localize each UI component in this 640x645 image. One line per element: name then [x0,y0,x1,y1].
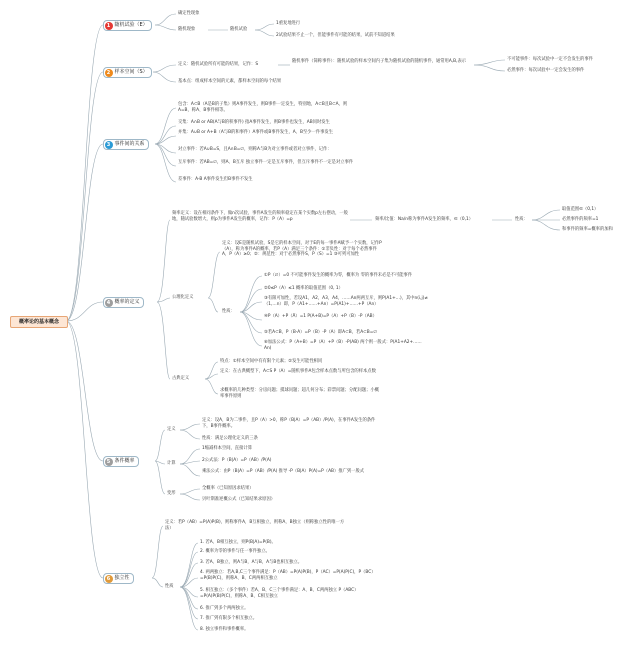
topic-event-relations[interactable] [103,139,149,150]
node-calc-formula[interactable]: 2公式法：P（B|A）=P（AB）/P(A) [202,458,272,463]
node-prop-6[interactable]: ⑥加法公式：P（A+B）=P（A）+P（B）-P(AB) 两个则一般式：P(A1+A2+……An) [264,340,422,351]
root-node[interactable]: 概率论的基本概念 [10,316,68,328]
node-classical-feature[interactable]: 特点：①样本空间中有有限个元素；②发生可能性相同 [220,359,323,364]
node-cond-calculation[interactable]: 计算 [167,461,176,466]
node-axiomatic-properties[interactable]: 性质： [222,309,235,314]
topic-random-trial[interactable] [103,20,152,31]
node-union[interactable]: 并集：A∪B or A+B（A与B的和事件）A事件或B事件发生，A、B至少一件事发生 [178,130,334,135]
topic-label: 概率的定义 [114,299,140,305]
node-mutually-exclusive[interactable]: 互斥事件：若AB=∅，则A、B互斥 独立事件一定是互斥事件，但互斥事件不一定是对立事件 [178,160,354,165]
node-independence-definition[interactable]: 定义：若P（AB）=P(A)P(B)，则称事件A，B互相独立，则称A，B独立（则称独立性的唯一方法） [165,520,345,531]
node-ind-prop-7[interactable]: 7. 推广到有限多个相互独立。 [200,616,258,621]
node-nature-sure[interactable]: 必然事件的频率=1 [562,217,599,222]
node-cond-deform[interactable]: 变形 [167,491,176,496]
topic-number-6: 6 [105,575,113,583]
node-random-trial[interactable]: 随机试验 [230,27,248,32]
node-ind-prop-8[interactable]: 8. 独立事件和事件概率。 [200,627,249,632]
topic-number-1: 1 [105,22,113,30]
topic-number-5: 5 [105,458,113,466]
node-intersection[interactable]: 交集：A∩B or AB(A与B的积事件) 指A事件发生，则B事件也发生，AB同时发生 [178,120,330,125]
node-prop-3[interactable]: ③有限可加性，若设A1，A2，A3，A4，……An两两互斥，则P(A1+…)，其中n(i,j)≠（1,…n）即，P（A1+……+An）=P(A1)+……+P（An） [264,296,428,307]
node-basic-point[interactable]: 基本点：组成样本空间的元素，都样本空间的每个结果 [178,79,282,84]
node-frequency-definition[interactable]: 频率定义：设在相同条件下，做n次试验，事件A发生的频率稳定在某个实数p左右摆动，一般地，随试验数增大，则p为事件A发生的概率，记作：P（A）=p [172,211,348,222]
node-prop-1[interactable]: ①P（∅）=0 不可能事件发生的概率为零，概率为 零的事件未必是不可能事件 [264,273,413,278]
node-cond-definition[interactable]: 定义 [167,427,176,432]
node-classical-definition[interactable]: 古典定义 [172,376,190,381]
node-ind-prop-4[interactable]: 4. 两两独立：若A,B,C三个事件满足：P（AB）=P(A)P(B)，P（AC）=P(A)P(C)，P（BC）=P(B)P(C)，则称A、B、C两两相互独立 [200,570,376,581]
node-cond-def-prop[interactable]: 性质：满足公理化定义的三条 [202,436,258,441]
topic-probability-definition[interactable] [103,297,144,308]
node-ind-prop-1[interactable]: 1. 若A、B相互独立，则P(B|A)=P(B)。 [200,540,276,545]
node-prop-4[interactable]: ④P（A）+P（Ā）=1 P(A+B)=P（A）+P（B）-P（AB） [264,314,377,319]
node-ind-prop-6[interactable]: 6. 推广到多个两两独立。 [200,606,249,611]
node-inclusion[interactable]: 包含：A⊂B（A是B的子集）则A事件发生，则B事件一定发生，特别地，A⊂B且B⊂A，则A=B，称A、B事件相等。 [178,102,348,113]
node-nature-sum[interactable]: 和事件的频率=概率的加和 [562,227,613,232]
node-difference-event[interactable]: 差事件：A-B A事件发生但B事件不发生 [178,177,253,182]
node-sample-space-definition[interactable]: 定义：随机试验所有可能的结果，记作：S [178,62,259,67]
node-ind-prop-5[interactable]: 5. 相互独立：（多个事件）若A、B、C三个事件满足：A、B、C两两独立 P（ABC）=P(A)P(B)P(C)，则称A、B、C相互独立 [200,588,359,599]
node-calc-reduce-space[interactable]: 1缩减样本空间，直接计算 [202,446,252,451]
node-independence-properties[interactable]: 性质 [165,584,174,589]
node-classical-def-text[interactable]: 定义：在古典概型下，A⊂S P（A）=随机事件A包含样本点数与所包含的样本点数 [220,369,376,374]
node-random-phenomenon[interactable]: 随机现象 [178,27,196,32]
node-ind-prop-2[interactable]: 2. 概率为零的事件与任一事件独立。 [200,549,270,554]
topic-conditional-probability[interactable] [103,456,139,467]
node-ind-prop-3[interactable]: 3. 若A、B独立，则A与B，A与B，A与B也相互独立。 [200,560,303,565]
topic-number-4: 4 [105,299,113,307]
node-complement-event[interactable]: 对立事件：若A∪B=S，且A∩B=∅，则称A与B为对立事件或者对立事件，记作： [178,147,332,152]
node-frequency-nature[interactable]: 性质： [515,217,528,222]
node-repeatable[interactable]: 1重复地进行 [276,21,301,26]
topic-label: 独立性 [114,575,130,581]
node-multiple-outcomes[interactable]: 2试验结果不止一个，但能事件有可能的结果，试前不知道结果 [276,33,395,38]
node-impossible-event[interactable]: 不可能事件：每次试验中一定不会发生的事件 [507,57,593,62]
topic-label: 样本空间（S） [114,69,148,75]
node-bayes-formula[interactable]: 贝叶斯准逆概公式（已知结果求原因） [202,497,276,502]
topic-independence[interactable] [103,573,134,584]
node-frequency-ratio[interactable]: 频率/比值：Na/n称为事件A发生的频率，∈（0,1） [375,217,474,222]
node-total-probability[interactable]: 全概率（已知原因求结果） [202,486,254,491]
node-prop-2[interactable]: ②0≤P（A）≤1 概率的取值范围（0, 1） [264,286,343,291]
node-random-event[interactable]: 随机事件（简称事件）：随机试验的样本空间内子集为随机试验的随机事件，通常用A,B,表示 [292,59,467,64]
node-multiplication-formula[interactable]: 乘法公式：由P（B|A）=P（AB）/P(A) 推导 -P（B|A）P(A)=P（AB）推广到一般式 [202,469,365,474]
node-nature-range[interactable]: 取值范围∈（0,1） [562,207,599,212]
node-cond-def-text[interactable]: 定义：设A，B为二事件，且P（A）>0，称P（B|A）=P（AB）/P(A)，在事件A发生的条件下，B事件概率。 [202,418,376,429]
topic-label: 事件间的关系 [114,141,145,147]
node-sure-event[interactable]: 必然事件：每次试验中一定会发生的事件 [507,68,585,73]
node-certain-phenomenon[interactable]: 确定性现象 [178,11,200,16]
topic-number-2: 2 [105,69,113,77]
topic-label: 随机试验（E） [114,22,148,28]
node-prop-5[interactable]: ⑤若A⊂B，P（B-A）=P（B）-P（A）即A⊂B，若A⊂B=∅ [264,330,378,335]
node-classical-types[interactable]: 求概率的几种类型：分房问题；摸球问题；超几何分布；彩票问题；分配问题；小概率事件原则 [220,388,379,399]
topic-sample-space[interactable] [103,67,152,78]
topic-label: 条件概率 [114,458,135,464]
node-axiomatic-definition[interactable]: 公理化定义 [172,295,194,300]
topic-number-3: 3 [105,141,113,149]
node-axiomatic-def-text[interactable]: 定义：设E是随机试验，S是它的样本空间，对于E的每一事件A赋予一个实数，记作P（A），称为事件A的概率，若P（A）满足三个条件：①非负性：对于每个必然事件A，P（A）≥0；②：规范性：对于必然事件S，P（S）=1 ③可列可加性 [222,241,382,258]
